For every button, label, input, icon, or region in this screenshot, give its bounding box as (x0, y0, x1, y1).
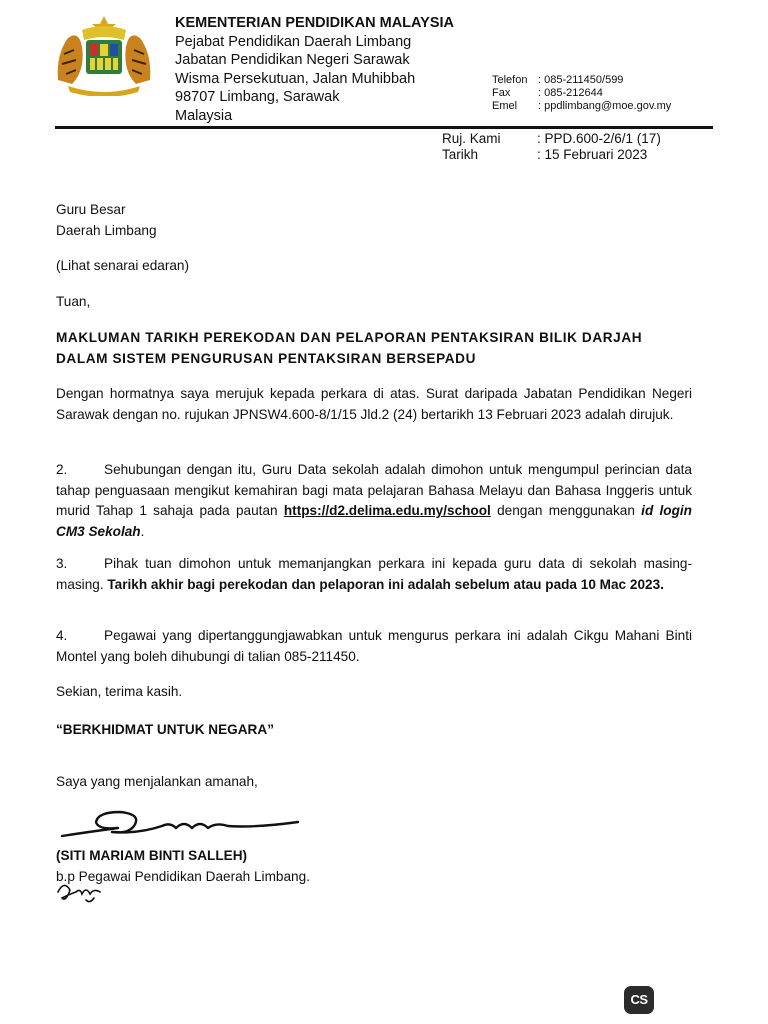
paragraph-text: Pihak tuan dimohon untuk memanjangkan perkara ini kepada guru data di sekolah masing-masing. (56, 556, 692, 592)
date-row (442, 147, 661, 163)
address-line: 98707 Limbang, Sarawak (175, 89, 340, 105)
signatory-title: b.p Pegawai Pendidikan Daerah Limbang. (56, 868, 310, 884)
paragraph-text: . (140, 523, 145, 539)
contact-label: Fax (492, 87, 511, 99)
address-line: Malaysia (175, 107, 233, 124)
reference-value: : PPD.600-2/6/1 (17) (537, 131, 661, 146)
contact-label: Telefon (492, 74, 528, 86)
deadline-statement: Tarikh akhir bagi perekodan dan pelaporan ini adalah sebelum atau pada 10 Mac 2023. (107, 576, 664, 592)
closing-line: Sekian, terima kasih. (56, 684, 183, 699)
ministry-address-block (175, 14, 454, 125)
subject-line: DALAM SISTEM PENGURUSAN PENTAKSIRAN BERSEPADU (56, 350, 476, 366)
address-line: Pejabat Pendidikan Daerah Limbang (175, 33, 412, 50)
paragraph-text: Pegawai yang dipertanggungjawabkan untuk mengurus perkara ini adalah Cikgu Mahani Binti Montel yang boleh dihubungi di talian 085-211450. (56, 628, 692, 664)
camscanner-badge-icon: CS (624, 986, 654, 1014)
login-id-emphasis: id login CM3 Sekolah (56, 503, 692, 539)
reference-label: Ruj. Kami (442, 131, 501, 146)
header-divider (55, 126, 713, 129)
motto: “BERKHIDMAT UNTUK NEGARA” (56, 722, 274, 737)
ministry-name: KEMENTERIAN PENDIDIKAN MALAYSIA (175, 15, 455, 31)
delima-link[interactable]: https://d2.delima.edu.my/school (283, 503, 491, 518)
coat-of-arms-logo (52, 14, 156, 96)
salutation: Tuan, (56, 294, 91, 309)
contact-value: : 085-212644 (538, 87, 603, 99)
paragraph-text: dengan menggunakan (490, 503, 642, 518)
signatory-block (56, 846, 692, 887)
paragraph-2 (56, 460, 692, 542)
handwritten-signature (58, 806, 318, 846)
address-line: Jabatan Pendidikan Negeri Sarawak (175, 52, 410, 68)
paragraph-number: 3. (56, 556, 68, 571)
paragraph-1: Dengan hormatnya saya merujuk kepada perkara di atas. Surat daripada Jabatan Pendidikan Negeri Sarawak dengan no. rujukan JPNSW4.600-8/1/15 Jld.2 (24) bertarikh 13 Februari 2023 adalah dirujuk. (56, 386, 692, 422)
recipient-block (56, 200, 692, 241)
contact-row-phone (492, 74, 671, 87)
contact-block (492, 74, 671, 113)
recipient-line: Guru Besar (56, 202, 126, 217)
date-value: : 15 Februari 2023 (537, 147, 648, 162)
recipient-line: Daerah Limbang (56, 222, 157, 238)
paragraph-4 (56, 626, 692, 667)
paragraph-number: 2. (56, 462, 68, 477)
subject-heading (56, 328, 716, 369)
reference-block (442, 131, 661, 163)
contact-row-email (492, 100, 671, 113)
reference-row (442, 131, 661, 147)
date-label: Tarikh (442, 147, 479, 162)
contact-value: : 085-211450/599 (538, 74, 624, 86)
paragraph-number: 4. (56, 628, 68, 643)
contact-value: : ppdlimbang@moe.gov.my (538, 100, 672, 112)
distribution-note: (Lihat senarai edaran) (56, 258, 189, 273)
handwritten-initial (56, 878, 106, 908)
subject-line: MAKLUMAN TARIKH PEREKODAN DAN PELAPORAN PENTAKSIRAN BILIK DARJAH (56, 330, 643, 345)
paragraph-3 (56, 554, 692, 595)
contact-row-fax (492, 87, 671, 100)
sign-off: Saya yang menjalankan amanah, (56, 774, 258, 789)
contact-label: Emel (492, 100, 518, 112)
signatory-name: (SITI MARIAM BINTI SALLEH) (56, 848, 248, 863)
paragraph-text: Sehubungan dengan itu, Guru Data sekolah adalah dimohon untuk mengumpul perincian data tahap penguasaan mengikut kemahiran bagi mata pelajaran Bahasa Melayu dan Bahasa Inggeris untuk murid Tahap 1 sahaja pada pautan (56, 462, 692, 518)
address-line: Wisma Persekutuan, Jalan Muhibbah (175, 70, 416, 87)
